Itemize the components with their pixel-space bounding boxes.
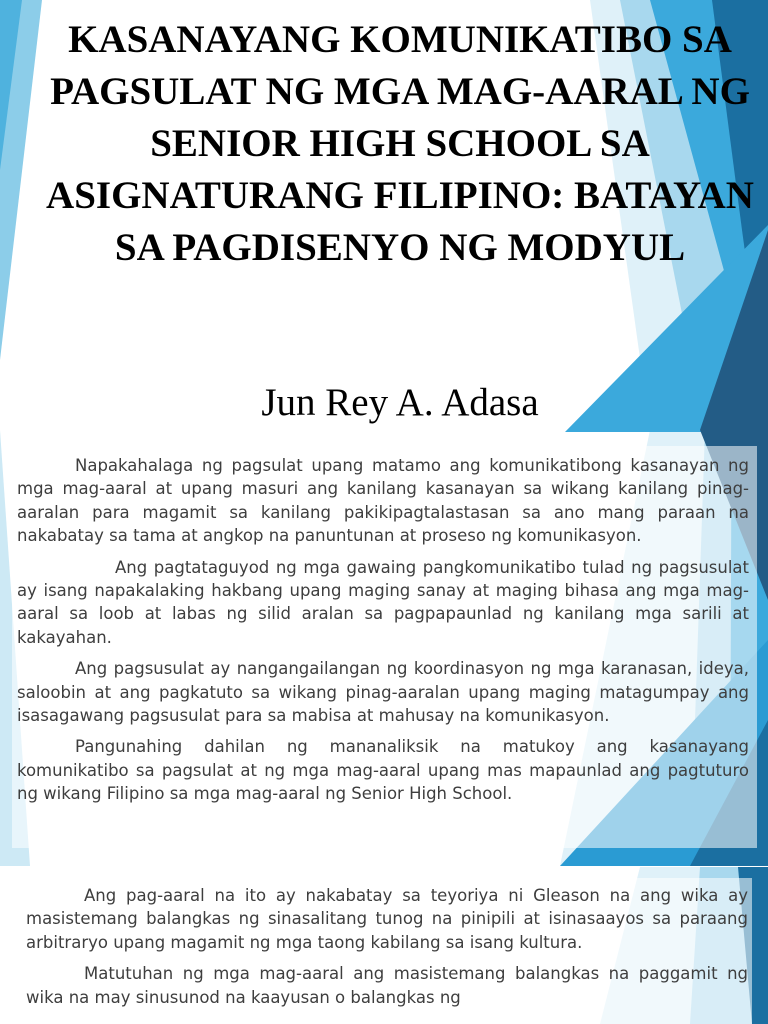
paragraph: Ang pagsusulat ay nangangailangan ng koordinasyon ng mga karanasan, ideya, saloobin at ang pagkatuto sa wikang pinag-aaralan upang maging matagumpay ang isasagawang pagsusulat para sa mabisa at mahusay na komunikasyon. xyxy=(17,659,749,726)
slide2-body xyxy=(26,884,748,1017)
slide1-body xyxy=(17,454,749,814)
paragraph: Ang pag-aaral na ito ay nakabatay sa teyoriya ni Gleason na ang wika ay masistemang balangkas ng sinasalitang tunog na pinipili at isinasaayos sa paraang arbitraryo upang magamit ng mga taong kabilang sa isang kultura. xyxy=(26,886,748,952)
paragraph: Napakahalaga ng pagsulat upang matamo ang komunikatibong kasanayan ng mga mag-aaral at upang masuri ang kanilang kasanayan sa wikang kanilang pinag-aaralan para magamit sa kanilang pakikipagtalastasan sa ano mang paraan na nakabatay sa tama at angkop na panuntunan at proseso ng komunikasyon. xyxy=(17,456,749,546)
paragraph: Pangunahing dahilan ng mananaliksik na matukoy ang kasanayang komunikatibo sa pagsulat at ng mga mag-aaral upang mas mapaunlad ang pagtuturo ng wikang Filipino sa mga mag-aaral ng Senior High School. xyxy=(17,737,749,804)
paragraph: Ang pagtataguyod ng mga gawaing pangkomunikatibo tulad ng pagsusulat ay isang napakalaking hakbang upang maging sanay at maging bihasa ang mga mag-aaral sa loob at labas ng silid aralan sa pagpapaunlad ng kanilang mga sarili at kakayahan. xyxy=(17,557,749,647)
slide-title: KASANAYANG KOMUNIKATIBO SA PAGSULAT NG MGA MAG-AARAL NG SENIOR HIGH SCHOOL SA ASIGNATURANG FILIPINO: BATAYAN SA PAGDISENYO NG MODYUL xyxy=(46,18,754,269)
slide-2 xyxy=(0,866,768,1024)
paragraph: Matutuhan ng mga mag-aaral ang masistemang balangkas na paggamit ng wika na may sinusunod na kaayusan o balangkas ng xyxy=(26,964,748,1007)
author-name: Jun Rey A. Adasa xyxy=(261,381,539,424)
